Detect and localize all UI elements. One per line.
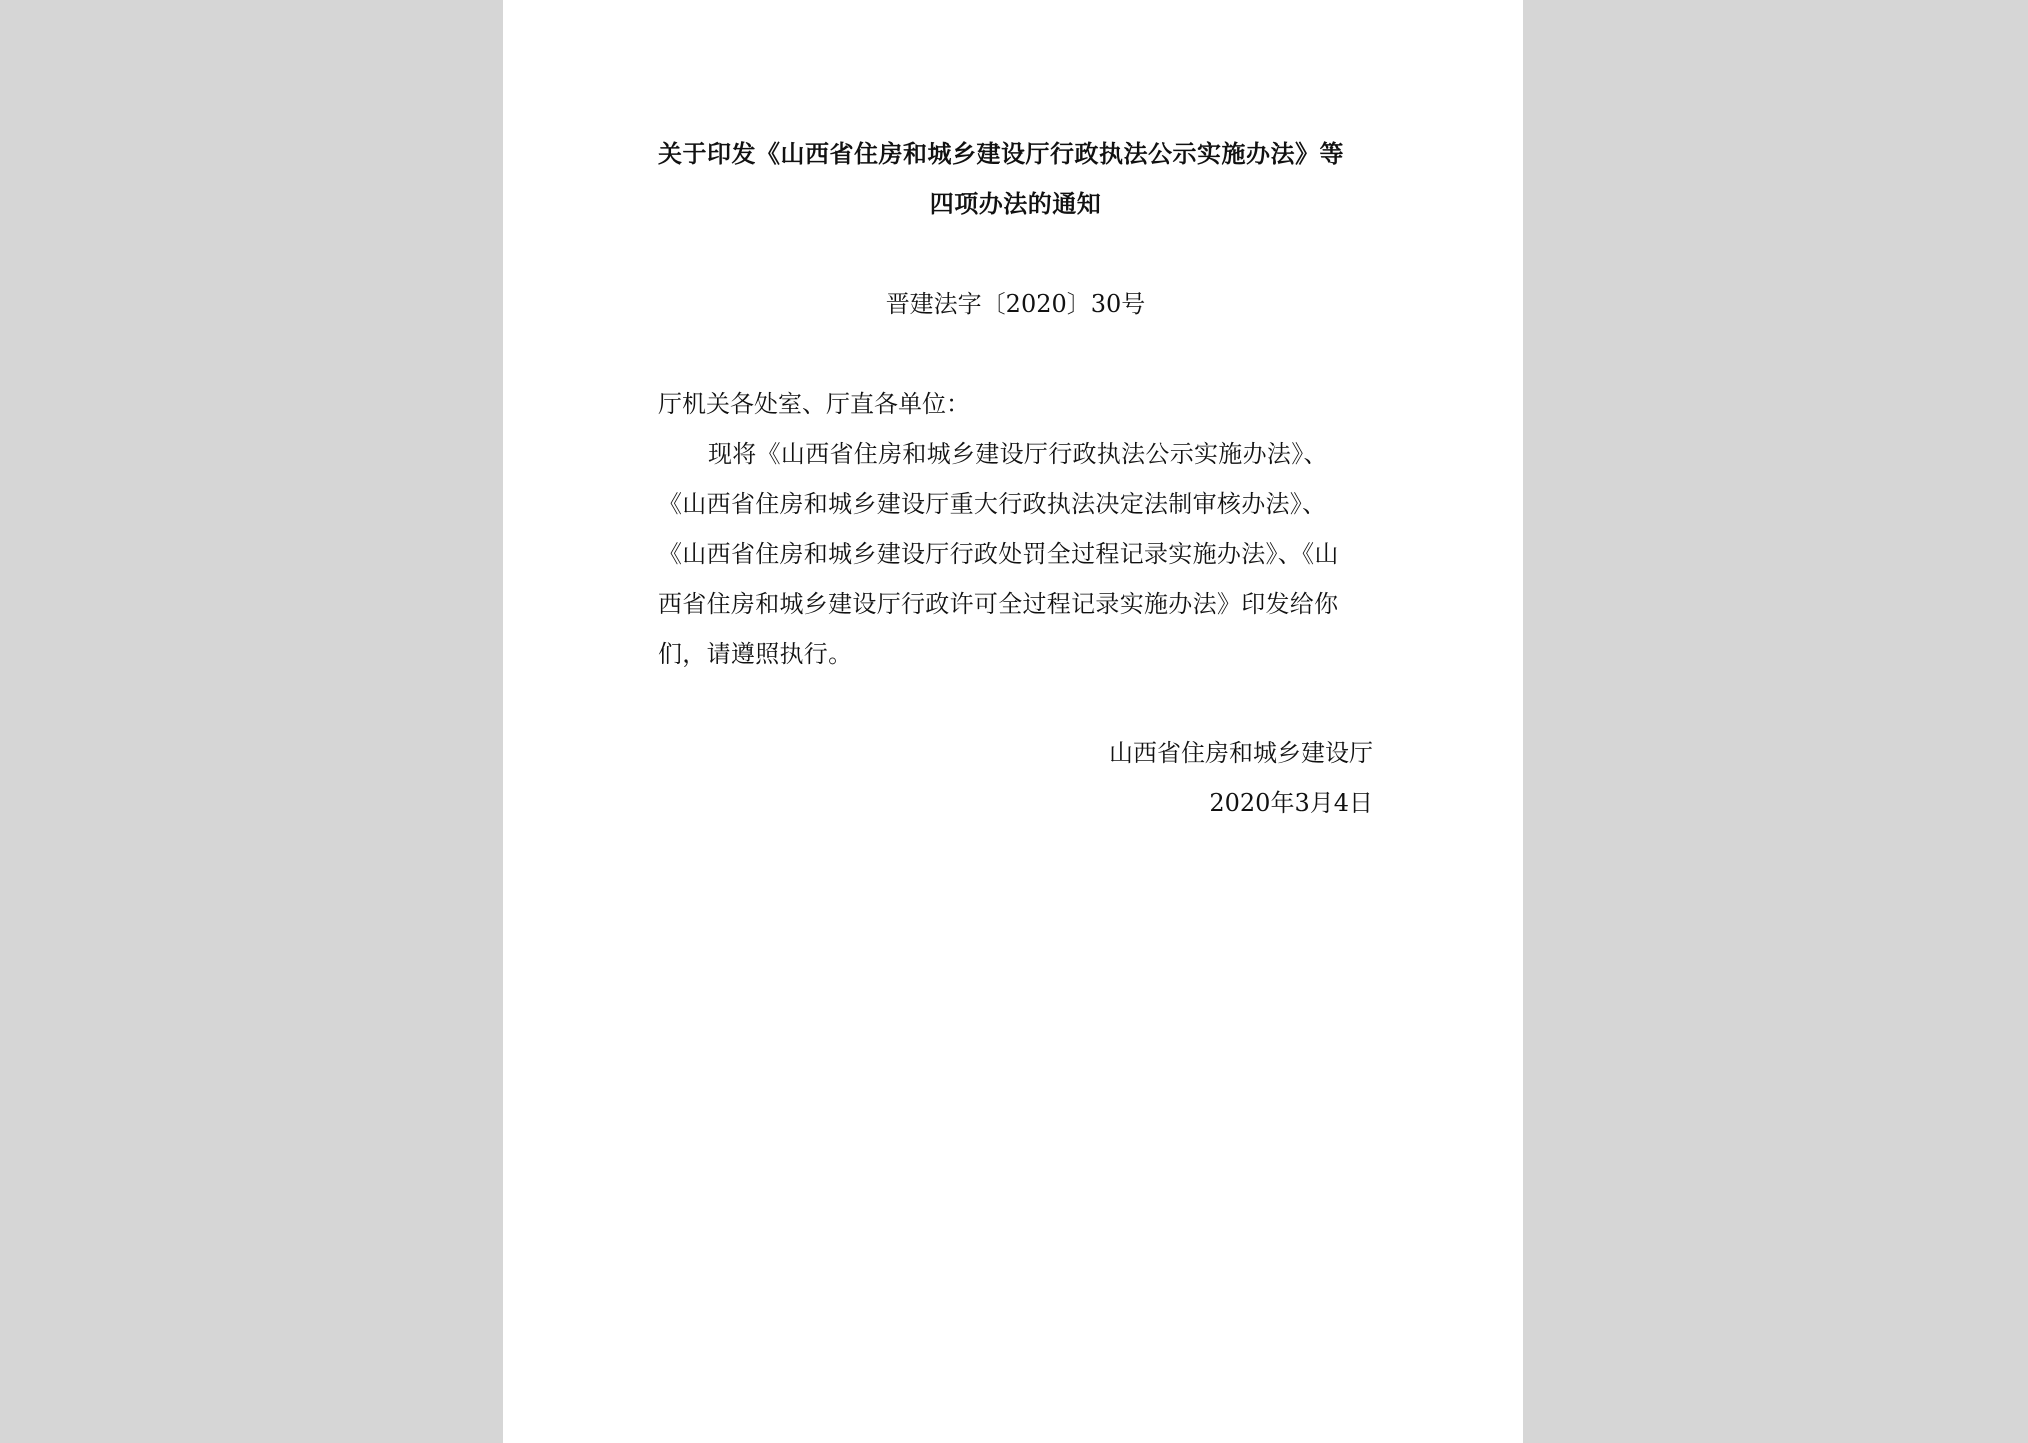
document-title-line-2: 四项办法的通知 (929, 190, 1102, 218)
document-title-line-1: 关于印发《山西省住房和城乡建设厅行政执法公示实施办法》等 (658, 140, 1344, 168)
body-line-3: 《山西省住房和城乡建设厅行政处罚全过程记录实施办法》、《山 (658, 540, 1339, 568)
body-line-2: 《山西省住房和城乡建设厅重大行政执法决定法制审核办法》、 (658, 490, 1327, 518)
body-line-5: 们，请遵照执行。 (658, 640, 853, 668)
document-number: 晋建法字〔2020〕30号 (885, 290, 1146, 318)
issuer-signature: 山西省住房和城乡建设厅 (1109, 739, 1373, 767)
body-line-4: 西省住房和城乡建设厅行政许可全过程记录实施办法》印发给你 (658, 590, 1339, 618)
document-page (503, 0, 1523, 1443)
salutation: 厅机关各处室、厅直各单位： (658, 390, 970, 418)
body-line-1: 现将《山西省住房和城乡建设厅行政执法公示实施办法》、 (708, 440, 1328, 468)
issue-date: 2020年3月4日 (1209, 789, 1373, 817)
